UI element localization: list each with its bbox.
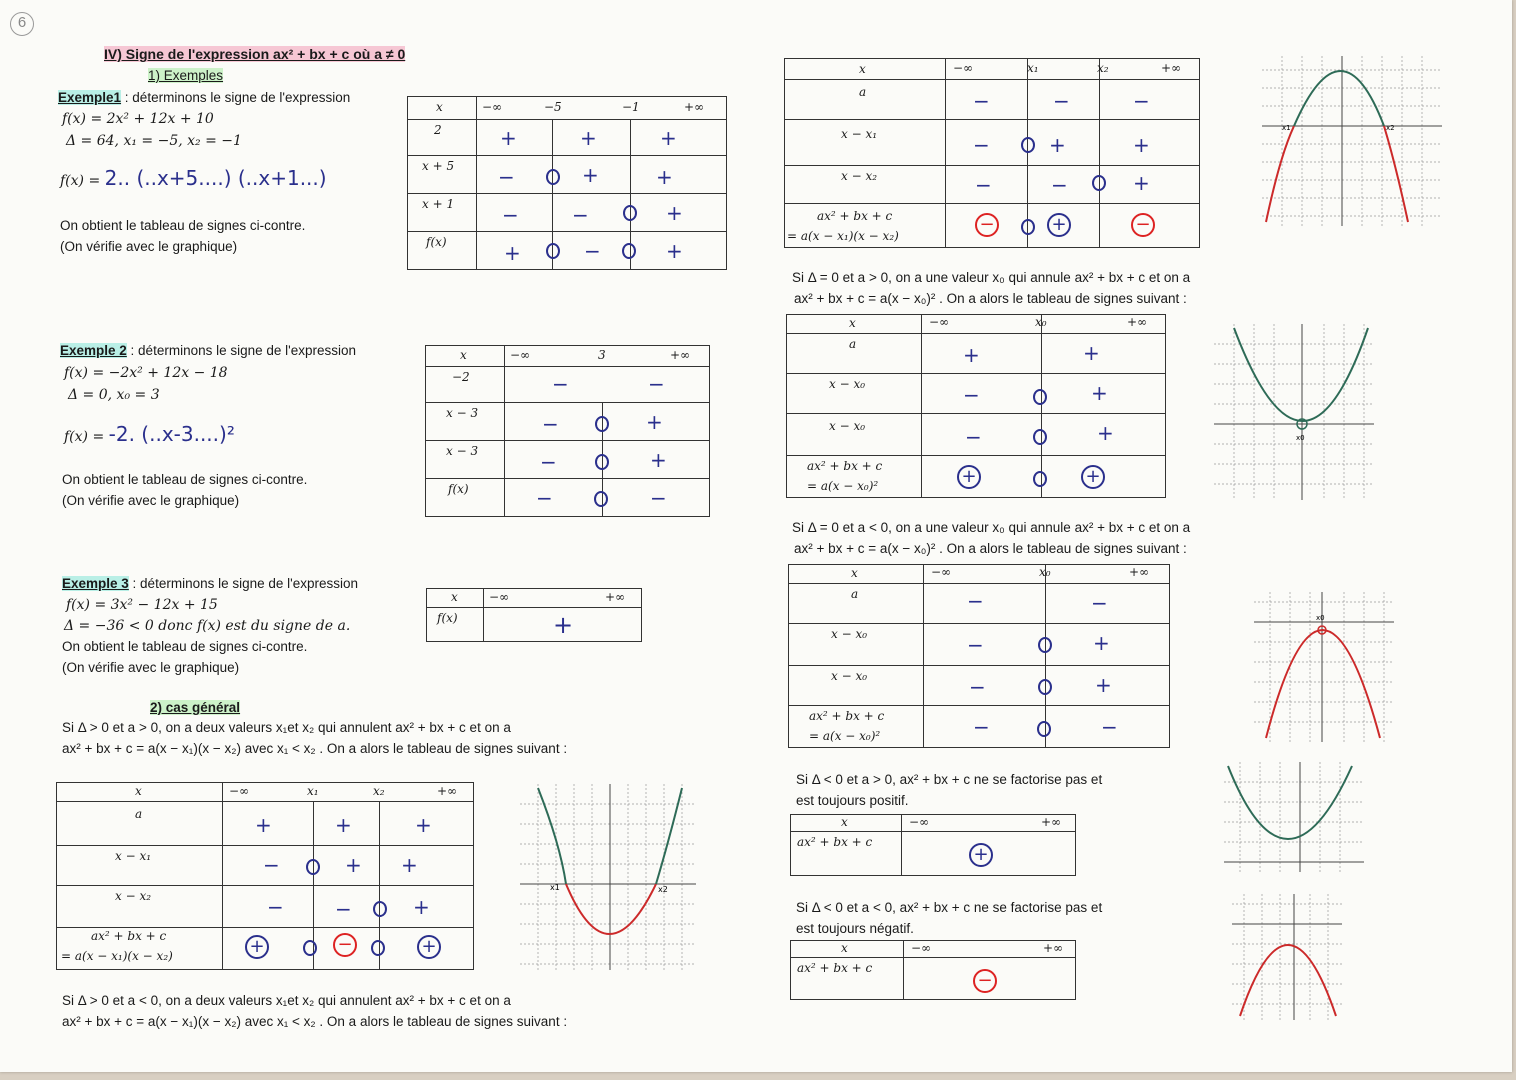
table-header-minus-inf: −∞ (953, 61, 974, 75)
example2-conclusion: On obtient le tableau de signes ci-contre. (62, 472, 308, 487)
row-label: a (849, 337, 857, 351)
example1-factorization: f(x) = 2.. (..x+5....) (..x+1...) (60, 166, 327, 190)
sign-minus: − (267, 895, 284, 919)
table-header-x1: x₁ (1027, 61, 1039, 75)
graph-label-x1: x1 (1282, 124, 1291, 132)
zero-mark (1021, 137, 1035, 153)
circled-plus: + (1081, 465, 1105, 489)
case2-text-line1: Si Δ > 0 et a < 0, on a deux valeurs x₁et x₂ qui annulent ax² + bx + c et on a (62, 993, 511, 1008)
zero-mark (306, 859, 320, 875)
row-label: ax² + bx + c (797, 961, 873, 975)
row-label: x − x₁ (115, 849, 152, 863)
case5-text-line1: Si Δ < 0 et a > 0, ax² + bx + c ne se factorise pas et (796, 772, 1103, 787)
sign-plus: + (1133, 133, 1150, 157)
sign-minus: − (502, 203, 519, 227)
case2-parabola-graph (1262, 56, 1442, 226)
sign-plus: + (1133, 171, 1150, 195)
sign-minus: − (1133, 89, 1150, 113)
case3-sign-table (786, 314, 1166, 498)
zero-mark (1033, 389, 1047, 405)
zero-mark (623, 205, 637, 221)
case5-text-line2: est toujours positif. (796, 793, 909, 808)
circled-minus: − (1131, 213, 1155, 237)
table-header-x1: x₁ (307, 784, 319, 798)
example3-function: f(x) = 3x² − 12x + 15 (66, 597, 218, 613)
table-header-minus-inf: −∞ (931, 565, 952, 579)
table-header-minus-inf: −∞ (510, 348, 531, 362)
example2-function: f(x) = −2x² + 12x − 18 (64, 365, 228, 381)
row-label: ax² + bx + c (809, 709, 885, 723)
sign-plus: + (582, 163, 599, 187)
example3-verify: (On vérifie avec le graphique) (62, 660, 240, 675)
circled-plus: + (1047, 213, 1071, 237)
sign-minus: − (498, 165, 515, 189)
case6-text-line2: est toujours négatif. (796, 921, 914, 936)
table-header-plus-inf: +∞ (1161, 61, 1182, 75)
zero-mark (1092, 175, 1106, 191)
example1-conclusion: On obtient le tableau de signes ci-contre. (60, 218, 306, 233)
zero-mark (594, 491, 608, 507)
example1-sign-table (407, 96, 727, 270)
row-label: a (859, 85, 867, 99)
sign-plus: + (345, 853, 362, 877)
row-label: x + 5 (422, 159, 455, 173)
case3-text-line1: Si Δ = 0 et a > 0, on a une valeur x₀ qui annule ax² + bx + c et on a (792, 270, 1191, 285)
sign-minus: − (967, 589, 984, 613)
table-header-x: x (841, 815, 848, 829)
table-header-plus-inf: +∞ (1043, 941, 1064, 955)
zero-mark (595, 416, 609, 432)
sign-plus: + (1093, 631, 1110, 655)
table-header-x: x (841, 941, 848, 955)
sign-minus: − (975, 173, 992, 197)
sign-minus: − (335, 897, 352, 921)
table-header-x: x (849, 316, 856, 330)
graph-label-x2: x2 (658, 885, 668, 894)
table-header-minus-inf: −∞ (482, 100, 503, 114)
row-label: = a(x − x₁)(x − x₂) (787, 229, 899, 243)
case4-text-line1: Si Δ = 0 et a < 0, on a une valeur x₀ qui annule ax² + bx + c et on a (792, 520, 1191, 535)
row-label: ax² + bx + c (91, 929, 167, 943)
sign-minus: − (967, 633, 984, 657)
zero-mark (1038, 637, 1052, 653)
example3-sign-table (426, 588, 642, 642)
table-header-x: x (135, 784, 142, 798)
zero-mark (371, 940, 385, 956)
row-label: x − 3 (446, 406, 479, 420)
zero-mark (1021, 219, 1035, 235)
table-header-x0: x₀ (1035, 315, 1047, 329)
section-title: IV) Signe de l'expression ax² + bx + c où a ≠ 0 (104, 46, 406, 62)
sign-plus: + (413, 895, 430, 919)
zero-mark (595, 454, 609, 470)
sign-minus: − (1101, 715, 1118, 739)
circled-minus: − (975, 213, 999, 237)
sign-minus: − (263, 853, 280, 877)
sign-plus: + (646, 410, 663, 434)
sign-plus: + (1091, 381, 1108, 405)
row-label: a (135, 807, 143, 821)
example2-delta: Δ = 0, x₀ = 3 (68, 387, 160, 403)
circled-plus: + (417, 935, 441, 959)
example1-function: f(x) = 2x² + 12x + 10 (62, 111, 214, 127)
sign-minus: − (963, 383, 980, 407)
example2-factorization: f(x) = -2. (..x-3....)² (64, 422, 235, 446)
case6-text-line1: Si Δ < 0 et a < 0, ax² + bx + c ne se factorise pas et (796, 900, 1103, 915)
table-header-x: x (436, 100, 443, 114)
table-header-plus-inf: +∞ (1041, 815, 1062, 829)
table-header-root2: −1 (622, 100, 640, 114)
sign-minus: − (572, 203, 589, 227)
case1-parabola-graph (520, 784, 696, 970)
row-label: f(x) (448, 482, 469, 496)
table-header-plus-inf: +∞ (670, 348, 691, 362)
row-label: a (851, 587, 859, 601)
case1-text-line1: Si Δ > 0 et a > 0, on a deux valeurs x₁et x₂ qui annulent ax² + bx + c et on a (62, 720, 511, 735)
row-label: ax² + bx + c (807, 459, 883, 473)
sign-plus: + (255, 813, 272, 837)
example1-verify: (On vérifie avec le graphique) (60, 239, 238, 254)
row-label: −2 (452, 370, 470, 384)
table-header-x2: x₂ (373, 784, 385, 798)
subsection-examples: 1) Exemples (148, 68, 224, 83)
sign-minus: − (973, 715, 990, 739)
row-label: x − x₂ (115, 889, 152, 903)
sign-minus: − (648, 372, 665, 396)
table-header-plus-inf: +∞ (684, 100, 705, 114)
case1-sign-table (56, 782, 474, 970)
case5-parabola-graph (1224, 762, 1364, 872)
table-header-x: x (859, 62, 866, 76)
sign-minus: − (969, 675, 986, 699)
zero-mark (546, 243, 560, 259)
row-label: = a(x − x₀)² (809, 729, 881, 743)
circled-minus: − (973, 969, 997, 993)
table-header-root1: −5 (544, 100, 562, 114)
table-header-x: x (451, 590, 458, 604)
graph-label-x1: x1 (550, 883, 560, 892)
sign-plus: + (415, 813, 432, 837)
page-number: 6 (10, 12, 34, 36)
sign-plus: + (500, 126, 517, 150)
circled-plus: + (245, 935, 269, 959)
zero-mark (373, 901, 387, 917)
row-label: x − x₂ (841, 169, 878, 183)
zero-mark (1033, 471, 1047, 487)
circled-minus: − (333, 933, 357, 957)
row-label: x − x₀ (829, 377, 866, 391)
example3-intro: Exemple 3 : déterminons le signe de l'expression (62, 576, 359, 591)
row-label: f(x) (426, 235, 447, 249)
sign-plus: + (650, 448, 667, 472)
sign-minus: − (536, 486, 553, 510)
row-label: f(x) (437, 611, 458, 625)
sign-minus: − (542, 412, 559, 436)
row-label: = a(x − x₀)² (807, 479, 879, 493)
case6-parabola-graph (1232, 894, 1342, 1020)
table-header-minus-inf: −∞ (929, 315, 950, 329)
sign-plus: + (656, 165, 673, 189)
table-header-plus-inf: +∞ (1129, 565, 1150, 579)
sign-minus: − (965, 425, 982, 449)
table-header-x2: x₂ (1097, 61, 1109, 75)
sign-plus: + (580, 126, 597, 150)
circled-plus: + (957, 465, 981, 489)
row-label: ax² + bx + c (817, 209, 893, 223)
sign-minus: − (552, 372, 569, 396)
case1-text-line2: ax² + bx + c = a(x − x₁)(x − x₂) avec x₁ < x₂ . On a alors le tableau de signes suivant : (62, 741, 568, 756)
case4-text-line2: ax² + bx + c = a(x − x₀)² . On a alors le tableau de signes suivant : (794, 541, 1187, 556)
case4-sign-table (788, 564, 1170, 748)
graph-label-x0: x0 (1296, 434, 1305, 442)
table-header-minus-inf: −∞ (911, 941, 932, 955)
sign-minus: − (584, 239, 601, 263)
row-label: = a(x − x₁)(x − x₂) (61, 949, 173, 963)
table-header-plus-inf: +∞ (1127, 315, 1148, 329)
example2-sign-table (425, 345, 710, 517)
table-header-plus-inf: +∞ (605, 590, 626, 604)
case6-sign-table (790, 940, 1076, 1000)
case3-text-line2: ax² + bx + c = a(x − x₀)² . On a alors le tableau de signes suivant : (794, 291, 1187, 306)
zero-mark (1038, 679, 1052, 695)
row-label: ax² + bx + c (797, 835, 873, 849)
row-label: x − x₀ (831, 669, 868, 683)
example1-intro: Exemple1 : déterminons le signe de l'expression (58, 90, 351, 105)
sign-plus: + (1049, 133, 1066, 157)
case2-sign-table (784, 58, 1200, 248)
circled-plus: + (969, 843, 993, 867)
row-label: x − x₀ (831, 627, 868, 641)
sign-minus: − (973, 133, 990, 157)
sign-plus: + (963, 343, 980, 367)
example2-intro: Exemple 2 : déterminons le signe de l'expression (60, 343, 357, 358)
graph-label-x0: x0 (1316, 614, 1325, 622)
table-header-x0: x₀ (1039, 565, 1051, 579)
table-header-minus-inf: −∞ (229, 784, 250, 798)
row-label: x − x₀ (829, 419, 866, 433)
sign-plus: + (504, 241, 521, 265)
sign-plus: + (660, 126, 677, 150)
sign-minus: − (1053, 89, 1070, 113)
example2-verify: (On vérifie avec le graphique) (62, 493, 240, 508)
row-label: x − 3 (446, 444, 479, 458)
sign-minus: − (1091, 591, 1108, 615)
zero-mark (1033, 429, 1047, 445)
zero-mark (622, 243, 636, 259)
example1-delta: Δ = 64, x₁ = −5, x₂ = −1 (66, 133, 242, 149)
table-header-plus-inf: +∞ (437, 784, 458, 798)
sign-plus: + (666, 201, 683, 225)
zero-mark (546, 169, 560, 185)
case3-parabola-graph (1214, 324, 1374, 500)
table-header-root: 3 (598, 348, 606, 362)
row-label: x − x₁ (841, 127, 878, 141)
sign-plus: + (401, 853, 418, 877)
subsection-general-case: 2) cas général (150, 700, 241, 715)
zero-mark (1037, 721, 1051, 737)
sign-minus: − (650, 486, 667, 510)
sign-plus: + (335, 813, 352, 837)
example3-conclusion: On obtient le tableau de signes ci-contre. (62, 639, 308, 654)
sign-plus: + (1097, 421, 1114, 445)
example3-delta: Δ = −36 < 0 donc f(x) est du signe de a. (64, 618, 351, 634)
case2-text-line2: ax² + bx + c = a(x − x₁)(x − x₂) avec x₁ < x₂ . On a alors le tableau de signes suivant : (62, 1014, 568, 1029)
sign-plus: + (1095, 673, 1112, 697)
sign-plus: + (1083, 341, 1100, 365)
row-label: 2 (434, 123, 442, 137)
sign-minus: − (1051, 173, 1068, 197)
zero-mark (303, 940, 317, 956)
graph-label-x2: x2 (1386, 124, 1395, 132)
sign-minus: − (540, 450, 557, 474)
table-header-minus-inf: −∞ (909, 815, 930, 829)
sign-plus: + (553, 611, 574, 639)
row-label: x + 1 (422, 197, 455, 211)
case5-sign-table (790, 814, 1076, 876)
sign-plus: + (666, 239, 683, 263)
table-header-minus-inf: −∞ (489, 590, 510, 604)
case4-parabola-graph (1254, 592, 1394, 742)
table-header-x: x (460, 348, 467, 362)
sign-minus: − (973, 89, 990, 113)
table-header-x: x (851, 566, 858, 580)
